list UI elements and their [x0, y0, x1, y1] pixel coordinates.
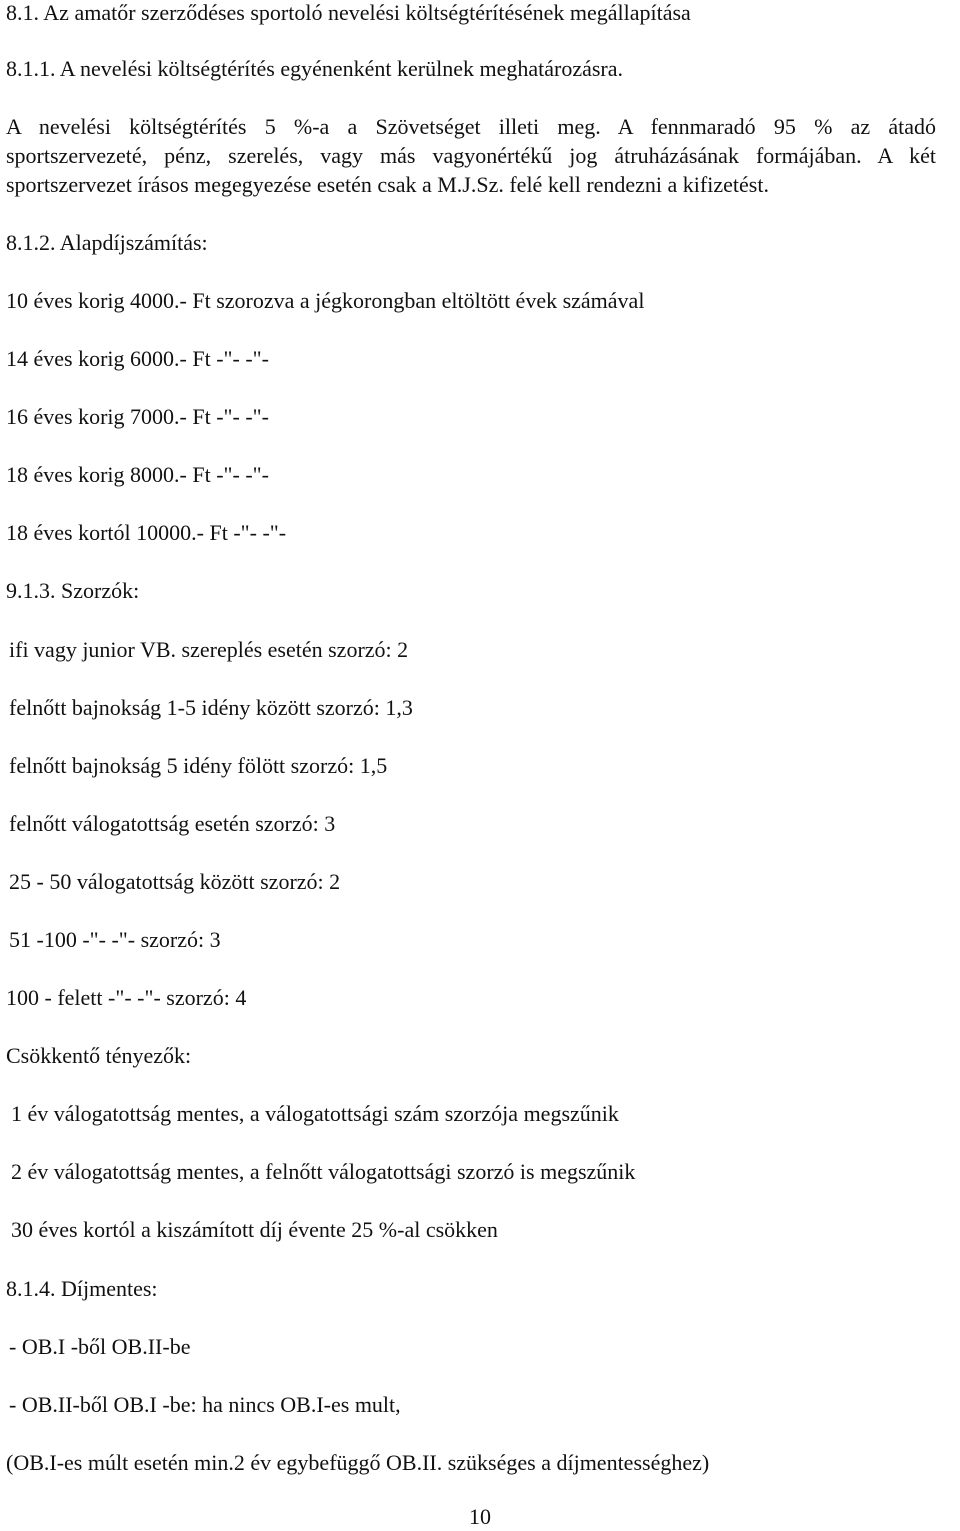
multiplier-row: ifi vagy junior VB. szereplés esetén szorzó: 2	[9, 637, 409, 662]
paragraph-line: sportszervezet írásos megegyezése esetén csak a M.J.Sz. felé kell rendezni a kifizetést.	[6, 172, 769, 197]
base-fee-row: 14 éves korig 6000.- Ft -"- -"-	[6, 346, 269, 371]
base-fee-row: 18 éves kortól 10000.- Ft -"- -"-	[6, 520, 287, 545]
paragraph-line: sportszervezeté, pénz, szerelés, vagy más vagyonértékű jog átruházásának formájában. A két	[6, 143, 936, 168]
multiplier-row: felnőtt bajnokság 5 idény fölött szorzó: 1,5	[9, 753, 388, 778]
fee-exempt-row: - OB.I -ből OB.II-be	[9, 1334, 191, 1359]
base-fee-row: 18 éves korig 8000.- Ft -"- -"-	[6, 462, 269, 487]
base-fee-row: 10 éves korig 4000.- Ft szorozva a jégkorongban eltöltött évek számával	[6, 288, 645, 313]
section-8-1-2-heading: 8.1.2. Alapdíjszámítás:	[6, 230, 208, 255]
multiplier-row: felnőtt bajnokság 1-5 idény között szorzó: 1,3	[9, 695, 413, 720]
reducing-factor-row: 30 éves kortól a kiszámított díj évente 25 %-al csökken	[11, 1217, 498, 1242]
reducing-factors-heading: Csökkentő tényezők:	[6, 1043, 192, 1068]
multiplier-row: 25 - 50 válogatottság között szorzó: 2	[9, 869, 341, 894]
multiplier-row: 100 - felett -"- -"- szorzó: 4	[6, 985, 247, 1010]
section-9-1-3-heading: 9.1.3. Szorzók:	[6, 578, 140, 603]
multiplier-row: felnőtt válogatottság esetén szorzó: 3	[9, 811, 336, 836]
paragraph-line: A nevelési költségtérítés 5 %-a a Szövetséget illeti meg. A fennmaradó 95 % az átadó	[6, 114, 936, 139]
fee-exempt-row: - OB.II-ből OB.I -be: ha nincs OB.I-es mult,	[9, 1392, 401, 1417]
multiplier-row: 51 -100 -"- -"- szorzó: 3	[9, 927, 221, 952]
base-fee-row: 16 éves korig 7000.- Ft -"- -"-	[6, 404, 269, 429]
section-8-1-1-heading: 8.1.1. A nevelési költségtérítés egyénenként kerülnek meghatározásra.	[6, 56, 624, 81]
page-number: 10	[469, 1504, 491, 1529]
reducing-factor-row: 1 év válogatottság mentes, a válogatottsági szám szorzója megszűnik	[11, 1101, 619, 1126]
fee-exempt-row: (OB.I-es múlt esetén min.2 év egybefüggő OB.II. szükséges a díjmentességhez)	[6, 1450, 710, 1475]
reducing-factor-row: 2 év válogatottság mentes, a felnőtt válogatottsági szorzó is megszűnik	[11, 1159, 636, 1184]
section-8-1-4-heading: 8.1.4. Díjmentes:	[6, 1276, 158, 1301]
section-8-1-heading: 8.1. Az amatőr szerződéses sportoló nevelési költségtérítésének megállapítása	[6, 0, 691, 25]
